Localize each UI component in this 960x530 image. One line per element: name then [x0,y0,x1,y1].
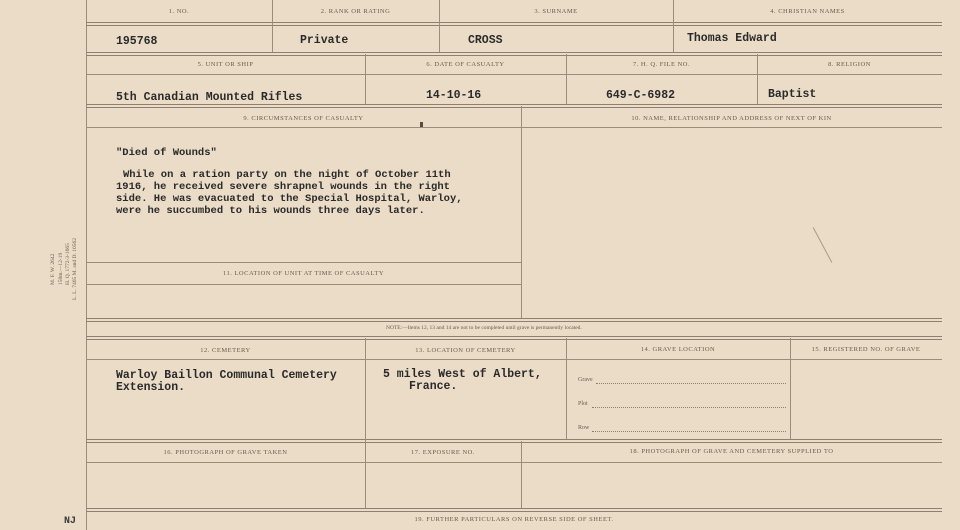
header-registered-no: 15. REGISTERED NO. OF GRAVE [811,346,921,353]
header-exposure-no: 17. EXPOSURE NO. [411,449,475,456]
header-location-of-cemetery: 13. LOCATION OF CEMETERY [415,347,516,354]
rule [86,318,942,322]
rule [86,262,522,263]
row-line [592,431,786,432]
surname: CROSS [468,34,503,47]
circumstances-line: were he succumbed to his wounds three days later. [116,205,425,217]
side-print-info: M. F. W. 2642 [50,253,56,285]
divider [566,338,567,439]
cemetery-location-continued: France. [409,380,458,393]
rule [86,22,942,26]
grave-line [596,383,786,384]
header-file-no: 7. H. Q. FILE NO. [632,61,691,68]
header-date: 6. DATE OF CASUALTY [426,61,505,68]
rule [86,359,942,360]
rule [86,74,942,75]
rank: Private [300,34,349,47]
circumstances-line: side. He was evacuated to the Special Hospital, Warloy, [116,193,463,205]
service-number: 195768 [116,35,158,48]
ink-mark [420,122,423,127]
rule [86,104,942,108]
side-print-info: H. Q. 1772-3-1665 [65,243,71,285]
row-label: Row [578,425,590,431]
christian-names: Thomas Edward [687,32,777,45]
header-circumstances: 9. CIRCUMSTANCES OF CASUALTY [243,115,364,122]
header-rank: 2. RANK OR RATING [320,8,391,15]
divider [365,338,366,508]
header-grave-location: 14. GRAVE LOCATION [640,346,716,353]
plot-label: Plot [578,401,588,407]
header-photograph-supplied: 18. PHOTOGRAPH OF GRAVE AND CEMETERY SUPPLIED TO [629,448,834,455]
unit: 5th Canadian Mounted Rifles [116,91,303,104]
header-cemetery: 12. CEMETERY [200,347,251,354]
side-print-info: 150m.—12-19 [58,252,64,285]
header-number: 1. NO. [168,8,190,15]
pencil-mark [813,227,833,263]
header-next-of-kin: 10. NAME, RELATIONSHIP AND ADDRESS OF NEXT OF KIN [631,115,832,122]
rule [86,284,522,285]
rule [86,52,942,56]
footer-further-particulars: 19. FURTHER PARTICULARS ON REVERSE SIDE OF SHEET. [414,516,614,523]
rule [86,336,942,340]
rule [86,439,942,443]
note-text: NOTE:—Items 12, 13 and 14 are not to be completed until grave is permanently located. [386,325,582,331]
header-unit: 5. UNIT OR SHIP [197,61,254,68]
side-print-info: L. L. 7465 M. and D. 10562 [72,237,78,300]
cemetery-name: Warloy Baillon Communal Cemetery [116,369,337,382]
header-surname: 3. SURNAME [534,8,578,15]
date-of-casualty: 14-10-16 [426,89,482,102]
header-photograph-taken: 16. PHOTOGRAPH OF GRAVE TAKEN [163,449,288,456]
divider [521,106,522,318]
grave-label: Grave [578,377,593,383]
circumstances-line: While on a ration party on the night of October 11th [123,169,451,181]
rule [86,462,942,463]
plot-line [592,407,786,408]
religion: Baptist [768,88,817,101]
rule [86,508,942,512]
rule [86,127,942,128]
header-religion: 8. RELIGION [828,61,871,68]
divider [790,338,791,439]
cemetery-name-continued: Extension. [116,381,186,394]
hq-file-no: 649-C-6982 [606,89,676,102]
cemetery-location: 5 miles West of Albert, [383,368,542,381]
header-christian-names: 4. CHRISTIAN NAMES [770,8,845,15]
header-location-of-unit: 11. LOCATION OF UNIT AT TIME OF CASUALTY [222,270,385,277]
corner-initials: NJ [64,516,77,527]
circumstances-title: "Died of Wounds" [116,147,217,159]
circumstances-line: 1916, he received severe shrapnel wounds in the right [116,181,450,193]
